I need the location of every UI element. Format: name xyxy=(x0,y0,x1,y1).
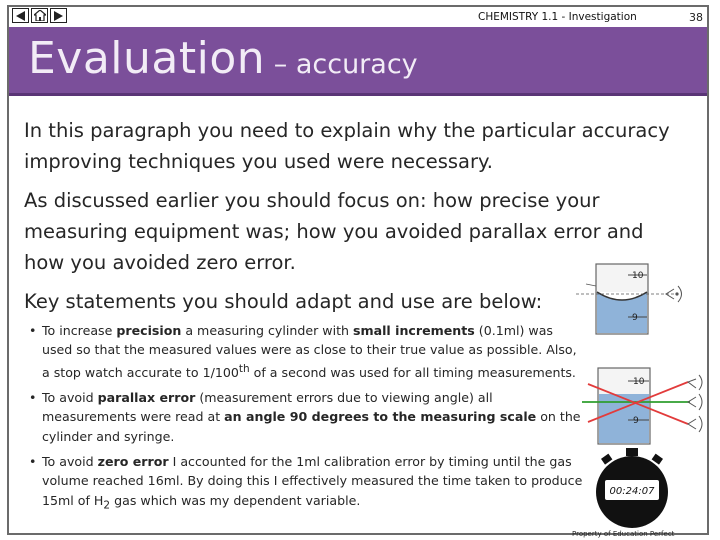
list-item: • To avoid parallax error (measurement errors due to viewing angle) all measurements were read at an angle 90 degrees to the measuring scale on the cylinder and syringe. xyxy=(24,388,584,446)
paragraph-focus: As discussed earlier you should focus on: how precise your measuring equipment was; how you avoided parallax error and how you avoided zero error. xyxy=(24,189,644,274)
cylinder-bottom-lower-label: 9 xyxy=(633,416,639,426)
cylinder-top-lower-label: 9 xyxy=(632,313,638,323)
keyword: small increments xyxy=(353,323,475,338)
eye-icon xyxy=(688,375,702,432)
navigation-buttons xyxy=(12,8,67,23)
keyword: precision xyxy=(116,323,182,338)
forward-arrow-icon[interactable] xyxy=(50,8,67,23)
back-arrow-icon[interactable] xyxy=(12,8,29,23)
home-icon[interactable] xyxy=(31,8,48,23)
cylinder-bottom-upper-label: 10 xyxy=(633,377,645,387)
footer-copyright: Property of Education Perfect xyxy=(572,530,675,538)
paragraph-key-statements: Key statements you should adapt and use are below: xyxy=(24,290,543,313)
keyword: zero error xyxy=(97,453,169,469)
slide-number: 38 xyxy=(689,11,703,24)
list-item: • To avoid zero error I accounted for the 1ml calibration error by timing until the gas volume reached 16ml. By doing this I effectively measured the time taken to produce 15ml of $H_2$ gas which was my dependent variable. xyxy=(24,452,584,515)
stopwatch-icon xyxy=(590,446,674,530)
page-title xyxy=(28,33,418,84)
cylinder-top-upper-label: 10 xyxy=(632,271,644,281)
paragraph-intro: In this paragraph you need to explain why the particular accuracy improving techniques you used were necessary. xyxy=(24,119,670,173)
measuring-cylinder-correct-reading xyxy=(566,262,696,336)
key-statements-list xyxy=(24,321,584,521)
course-label: CHEMISTRY 1.1 - Investigation xyxy=(478,11,637,23)
stopwatch-time: 00:24:07 xyxy=(609,486,655,497)
title-sub: – accuracy xyxy=(265,49,418,80)
keyword: parallax error xyxy=(97,390,196,406)
keyword: an angle 90 degrees to the measuring scale xyxy=(224,409,537,425)
title-main: Evaluation xyxy=(28,33,266,84)
list-item: • To increase precision a measuring cylinder with small increments (0.1ml) was used so that the measured values were as close to their true value as possible. Also, a stop watch accurate to 1/100th of a second was used for all timing measurements. xyxy=(24,321,584,382)
measuring-cylinder-parallax xyxy=(578,366,714,448)
